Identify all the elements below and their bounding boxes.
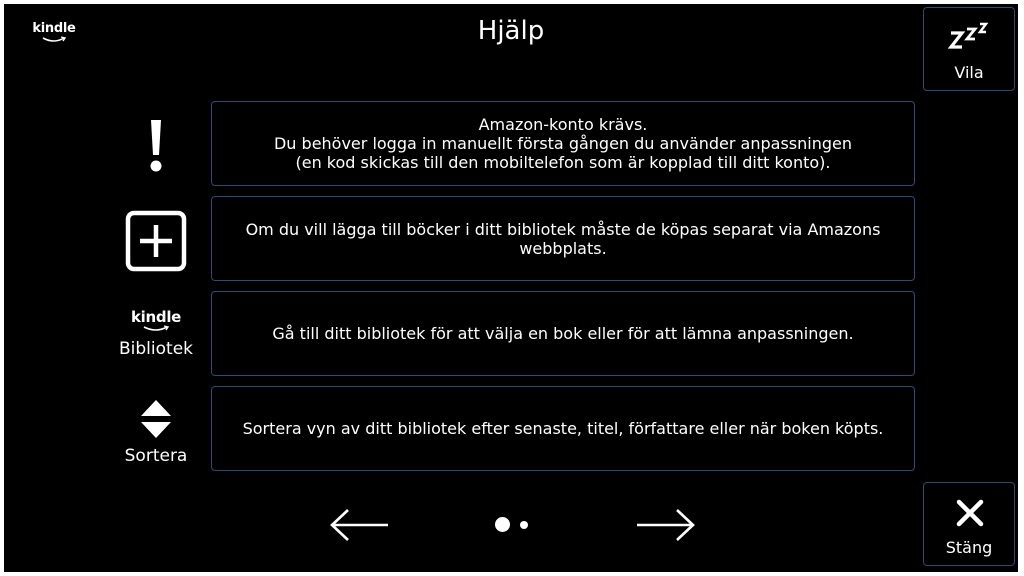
help-card-add-books [211,196,915,281]
sleep-button[interactable] [923,7,1015,91]
close-button[interactable] [923,482,1015,566]
close-icon [955,498,985,528]
library-legend [106,309,206,359]
help-text-line: Amazon-konto krävs. [478,115,648,134]
plus-square-icon [106,210,206,276]
help-card-library [211,291,915,376]
next-page-arrow-icon[interactable] [634,507,698,543]
page-title: Hjälp [477,16,545,46]
help-card-account [211,101,915,186]
sleep-label: Vila [954,63,984,82]
zzz-icon [948,21,992,53]
help-text-line: Om du vill lägga till böcker i ditt bibliotek måste de köpas separat via Amazons [245,219,881,239]
page-dot[interactable] [520,521,528,529]
sort-legend [106,398,206,466]
library-caption: Bibliotek [119,339,193,359]
sort-arrows-icon [139,398,173,440]
page-dot-active[interactable] [495,517,510,532]
kindle-icon-text: kindle [131,308,182,326]
help-text-line: Gå till ditt bibliotek för att välja en bok eller för att lämna anpassningen. [272,324,854,343]
help-text-line: (en kod skickas till den mobiltelefon som är kopplad till ditt konto). [295,153,831,172]
help-text-line: webbplats. [519,238,607,258]
exclamation-icon [106,117,206,179]
help-card-sort [211,386,915,471]
previous-page-arrow-icon[interactable] [328,507,392,543]
help-text-line: Du behöver logga in manuellt första gången du använder anpassningen [273,134,852,153]
help-screen [4,4,1018,572]
kindle-logo-icon [131,309,181,333]
sort-caption: Sortera [124,446,188,466]
help-text-line: Sortera vyn av ditt bibliotek efter senaste, titel, författare eller när boken köpts. [242,419,884,438]
close-label: Stäng [945,538,993,557]
kindle-logo-text: kindle [32,21,76,36]
